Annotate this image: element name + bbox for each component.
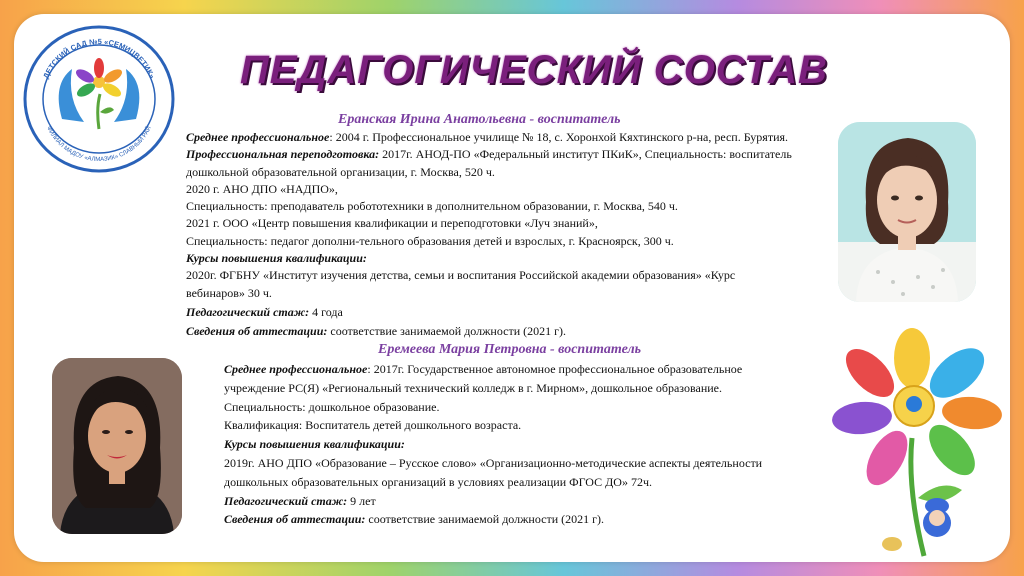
teacher2-photo xyxy=(52,358,182,534)
info-line: 2021 г. ООО «Центр повышения квалификации и переподготовки «Луч знаний», xyxy=(186,216,598,231)
info-line: Педагогический стаж: 9 лет xyxy=(224,493,376,508)
info-line: Курсы повышения квалификации: xyxy=(186,251,367,266)
info-line: Сведения об аттестации: соответствие занимаемой должности (2021 г). xyxy=(186,324,567,339)
teacher1-photo xyxy=(838,122,976,302)
info-line: Курсы повышения квалификации: xyxy=(224,437,405,452)
page-title: ПЕДАГОГИЧЕСКИЙ СОСТАВ xyxy=(240,48,828,92)
info-line: Профессиональная переподготовка: 2017г. АНОД-ПО «Федеральный институт ПКиК», Специальность: воспитатель дошкольной образовательной организации, г. Москва, 520 ч. xyxy=(186,147,792,179)
info-line: Педагогический стаж: 4 года xyxy=(186,304,343,319)
logo-top-text: ДЕТСКИЙ САД №5 «СЕМИЦВЕТИК» xyxy=(41,36,157,80)
info-line: Среднее профессиональное: 2004 г. Профессиональное училище № 18, с. Хоронхой Кяхтинского р-на, респ. Бурятия. xyxy=(186,130,789,144)
info-line: Квалификация: Воспитатель детей дошкольного возраста. xyxy=(224,418,522,433)
info-line: Специальность: преподаватель робототехники в дополнительном образовании, г. Москва, 540 ч. xyxy=(186,199,678,214)
info-line: Сведения об аттестации: соответствие занимаемой должности (2021 г). xyxy=(224,512,605,527)
info-line: Специальность: педагог дополни-тельного образования детей и взрослых, г. Красноярск, 300 ч. xyxy=(186,233,674,248)
info-line: 2019г. АНО ДПО «Образование – Русское слово» «Организационно-методические аспекты деятельности дошкольных образовательных организаций в условиях реализации ФГОС ДО» 72ч. xyxy=(224,455,763,489)
logo-bottom-text: ФИЛИАЛ МАДОУ «АЛМАЗИК» СЛАВНЫЙ РАЙ xyxy=(45,125,153,164)
teacher2-info xyxy=(224,360,804,529)
info-line: Специальность: дошкольное образование. xyxy=(224,399,440,414)
info-line: 2020г. ФГБНУ «Институт изучения детства, семьи и воспитания Российской академии образования» «Курс вебинаров» 30 ч. xyxy=(186,268,736,300)
kindergarten-logo xyxy=(22,24,176,174)
teacher1-name: Еранская Ирина Анатольевна - воспитатель xyxy=(338,112,621,127)
flower-decoration xyxy=(832,328,1008,558)
info-line: Среднее профессиональное: 2017г. Государственное автономное профессиональное образовательное учреждение РС(Я) «Региональный технический колледж в г. Мирном», дошкольное образование. xyxy=(224,362,743,395)
teacher2-name: Еремеева Мария Петровна - воспитатель xyxy=(378,342,642,357)
info-line: 2020 г. АНО ДПО «НАДПО», xyxy=(186,181,338,196)
teacher1-info xyxy=(186,129,796,341)
